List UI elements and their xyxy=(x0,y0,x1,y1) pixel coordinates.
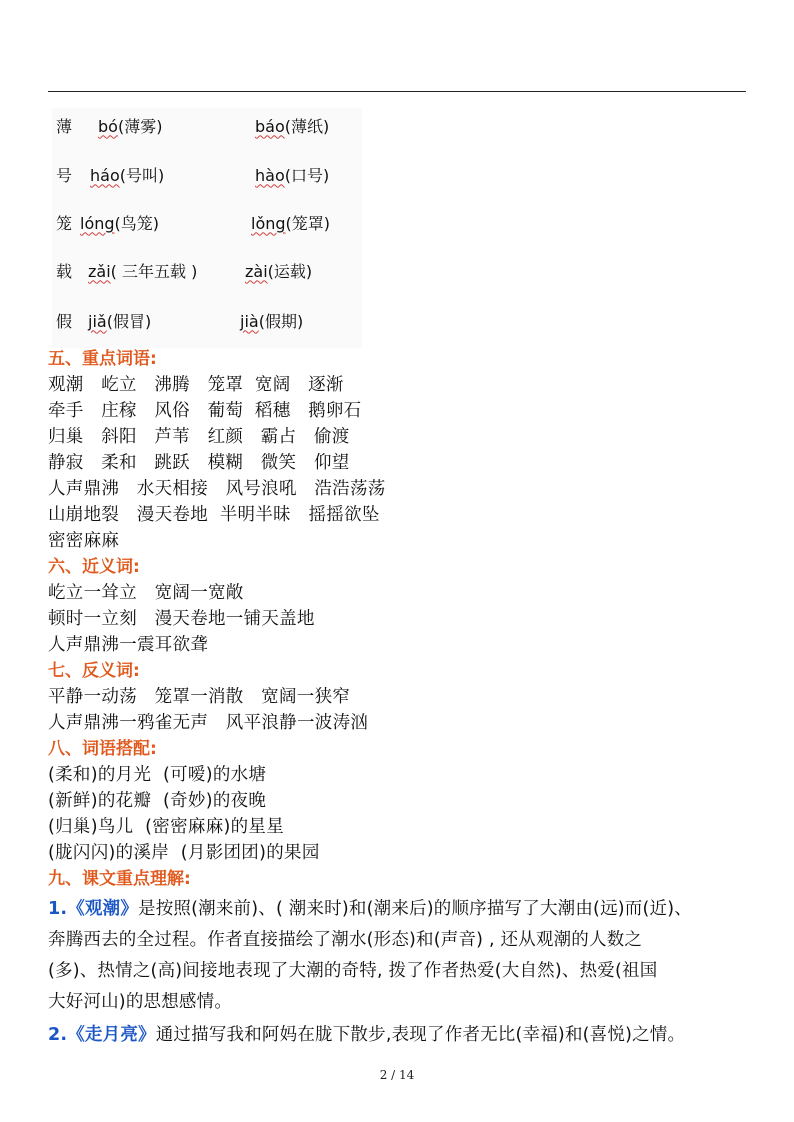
word-line: 牵手 庄稼 风俗 葡萄 稻穗 鹅卵石 xyxy=(48,401,362,421)
understanding-paragraph-1 xyxy=(48,894,768,1018)
section-heading-key-words: 五、重点词语: xyxy=(48,349,157,369)
paragraph-line: 大好河山)的思想感情。 xyxy=(48,992,233,1012)
word-line: 密密麻麻 xyxy=(48,531,120,551)
section-heading-synonyms: 六、近义词: xyxy=(48,557,140,577)
word: (运载) xyxy=(267,261,313,281)
polyphone-table xyxy=(52,108,362,348)
synonym-line: 屹立一耸立 宽阔一宽敞 xyxy=(48,583,244,603)
lesson-label: 1.《观潮》 xyxy=(48,899,139,919)
paragraph-line: 是按照(潮来前)、( 潮来时)和(潮来后)的顺序描写了大潮由(远)而(近)、 xyxy=(138,899,692,919)
polyphone-char: 笼 xyxy=(56,213,73,233)
understanding-paragraph-2 xyxy=(48,1020,768,1051)
page-number: 2 / 14 xyxy=(379,1068,415,1082)
pinyin: lǒng xyxy=(251,213,286,233)
word: (薄雾) xyxy=(117,116,163,136)
paragraph-line: 奔腾西去的全过程。作者直接描绘了潮水(形态)和(声音) , 还从观潮的人数之 xyxy=(48,930,643,950)
synonym-line: 顿时一立刻 漫天卷地一铺天盖地 xyxy=(48,609,315,629)
main-content xyxy=(48,346,768,1051)
pinyin: báo xyxy=(255,116,285,136)
pinyin: háo xyxy=(90,165,120,185)
word: (口号) xyxy=(284,165,330,185)
polyphone-char: 薄 xyxy=(56,116,73,136)
word-line: 归巢 斜阳 芦苇 红颜 霸占 偷渡 xyxy=(48,427,350,447)
section-heading-collocations: 八、词语搭配: xyxy=(48,739,157,759)
word: (薄纸) xyxy=(284,116,330,136)
word: (笼罩) xyxy=(285,213,331,233)
antonym-line: 人声鼎沸一鸦雀无声 风平浪静一波涛汹 xyxy=(48,713,369,733)
word-line: 人声鼎沸 水天相接 风号浪吼 浩浩荡荡 xyxy=(48,479,386,499)
word-line: 山崩地裂 漫天卷地 半明半昧 摇摇欲坠 xyxy=(48,505,380,525)
pinyin: zài xyxy=(245,261,268,281)
word: ( 三年五载 ) xyxy=(110,261,198,281)
paragraph-line: (多)、热情之(高)间接地表现了大潮的奇特, 拨了作者热爱(大自然)、热爱(祖国 xyxy=(48,961,658,981)
lesson-label: 2.《走月亮》 xyxy=(48,1025,156,1045)
antonym-line: 平静一动荡 笼罩一消散 宽阔一狭窄 xyxy=(48,687,351,707)
paragraph-text: 通过描写我和阿妈在胧下散步,表现了作者无比(幸福)和(喜悦)之情。 xyxy=(155,1025,686,1045)
collocation-line: (新鲜)的花瓣 (奇妙)的夜晚 xyxy=(48,791,267,811)
polyphone-char: 号 xyxy=(56,165,73,185)
polyphone-char: 载 xyxy=(56,261,73,281)
polyphone-char: 假 xyxy=(56,311,73,331)
word: (号叫) xyxy=(119,165,165,185)
word: (假期) xyxy=(258,311,304,331)
collocation-line: (归巢)鸟儿 (密密麻麻)的星星 xyxy=(48,817,285,837)
synonym-line: 人声鼎沸一震耳欲聋 xyxy=(48,635,209,655)
section-heading-text-understanding: 九、课文重点理解: xyxy=(48,869,191,889)
pinyin: bó xyxy=(98,116,118,136)
pinyin: zǎi xyxy=(88,261,111,281)
word-line: 静寂 柔和 跳跃 模糊 微笑 仰望 xyxy=(48,453,350,473)
word-line: 观潮 屹立 沸腾 笼罩 宽阔 逐渐 xyxy=(48,375,344,395)
section-heading-antonyms: 七、反义词: xyxy=(48,661,140,681)
collocation-line: (柔和)的月光 (可嗳)的水塘 xyxy=(48,765,267,785)
pinyin: lóng xyxy=(80,213,115,233)
pinyin: hào xyxy=(255,165,285,185)
collocation-line: (胧闪闪)的溪岸 (月影团团)的果园 xyxy=(48,843,320,863)
header-rule xyxy=(48,91,746,92)
word: (鸟笼) xyxy=(114,213,160,233)
pinyin: jià xyxy=(240,311,259,331)
word: (假冒) xyxy=(106,311,152,331)
pinyin: jiǎ xyxy=(88,311,107,331)
